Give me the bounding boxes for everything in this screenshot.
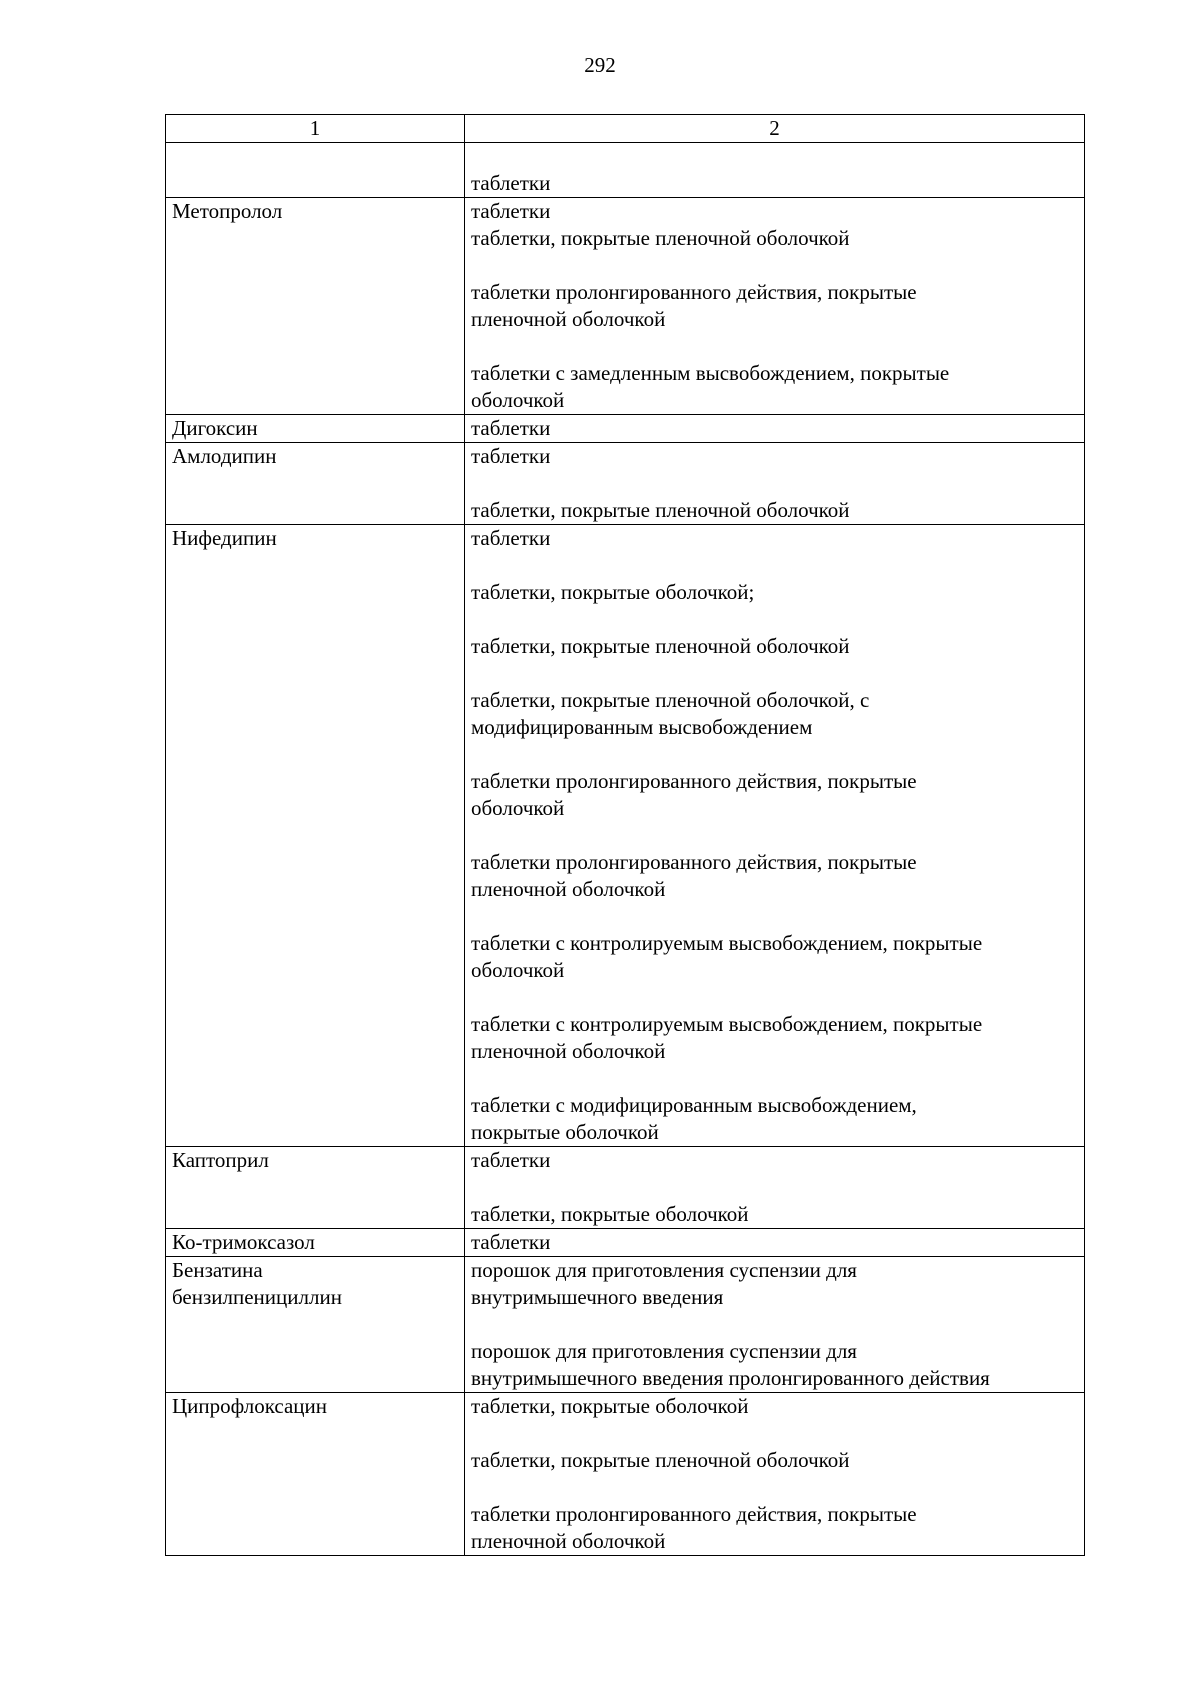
dosage-form-line: оболочкой [471, 958, 565, 982]
dosage-form-line: пленочной оболочкой [471, 1529, 666, 1553]
table-row [166, 1147, 1085, 1229]
drug-name: Ко-тримоксазол [172, 1230, 315, 1254]
line-spacer [471, 1420, 1078, 1447]
line-spacer [471, 333, 1078, 360]
dosage-form-line: пленочной оболочкой [471, 1039, 666, 1063]
table-row [166, 415, 1085, 443]
dosage-forms-cell [465, 415, 1085, 443]
table-row [166, 1229, 1085, 1257]
dosage-form-line: таблетки пролонгированного действия, покрытые [471, 769, 917, 793]
dosage-form-line: таблетки, покрытые оболочкой [471, 1394, 749, 1418]
dosage-form-line: таблетки, покрытые пленочной оболочкой [471, 634, 850, 658]
dosage-forms-cell [465, 1393, 1085, 1556]
drug-name: Метопролол [172, 199, 283, 223]
dosage-form-line: таблетки с контролируемым высвобождением, покрытые [471, 931, 983, 955]
dosage-form-line: таблетки [471, 199, 551, 223]
line-spacer [471, 822, 1078, 849]
drug-name-cell [166, 525, 465, 1147]
dosage-forms-cell [465, 1229, 1085, 1257]
dosage-form-line: модифицированным высвобождением [471, 715, 813, 739]
drug-name: Нифедипин [172, 526, 277, 550]
dosage-forms-cell [465, 1257, 1085, 1393]
table-row [166, 143, 1085, 198]
drug-name: Бензатина [172, 1258, 263, 1282]
line-spacer [471, 660, 1078, 687]
table-body [166, 115, 1085, 1556]
dosage-forms-cell [465, 1147, 1085, 1229]
column-header-1: 1 [166, 115, 465, 143]
dosage-forms-cell [465, 198, 1085, 415]
dosage-forms-cell [465, 443, 1085, 525]
dosage-form-line: пленочной оболочкой [471, 307, 666, 331]
table-row [166, 443, 1085, 525]
drug-name-cell [166, 1393, 465, 1556]
drug-name-cell [166, 443, 465, 525]
line-spacer [471, 1311, 1078, 1338]
dosage-form-line: таблетки, покрытые пленочной оболочкой [471, 1448, 850, 1472]
dosage-form-line: таблетки с контролируемым высвобождением, покрытые [471, 1012, 983, 1036]
line-spacer [471, 1474, 1078, 1501]
dosage-form-line: оболочкой [471, 796, 565, 820]
dosage-form-line: внутримышечного введения пролонгированного действия [471, 1366, 990, 1390]
drug-name-cell [166, 143, 465, 198]
dosage-form-line: таблетки, покрытые оболочкой [471, 1202, 749, 1226]
line-spacer [471, 252, 1078, 279]
drug-name-cell [166, 415, 465, 443]
line-spacer [471, 470, 1078, 497]
drug-name: Амлодипин [172, 444, 277, 468]
dosage-form-line: порошок для приготовления суспензии для [471, 1339, 857, 1363]
dosage-form-line: таблетки, покрытые оболочкой; [471, 580, 755, 604]
drug-name-cell [166, 1229, 465, 1257]
drug-name: Ципрофлоксацин [172, 1394, 327, 1418]
table-row [166, 1393, 1085, 1556]
drug-name: Дигоксин [172, 416, 258, 440]
dosage-form-line: таблетки [471, 526, 551, 550]
dosage-form-line: таблетки с замедленным высвобождением, покрытые [471, 361, 950, 385]
drug-name [172, 143, 458, 170]
dosage-form-line: порошок для приготовления суспензии для [471, 1258, 857, 1282]
drug-name-cell [166, 1147, 465, 1229]
drug-forms-table [165, 114, 1085, 1556]
dosage-form-line: покрытые оболочкой [471, 1120, 659, 1144]
drug-name: Каптоприл [172, 1148, 269, 1172]
line-spacer [471, 984, 1078, 1011]
dosage-forms-cell [465, 525, 1085, 1147]
line-spacer [471, 1174, 1078, 1201]
dosage-form-line: таблетки [471, 1148, 551, 1172]
dosage-form-line: пленочной оболочкой [471, 877, 666, 901]
dosage-form-line: таблетки пролонгированного действия, покрытые [471, 280, 917, 304]
dosage-form-line: таблетки [471, 444, 551, 468]
dosage-form-line: таблетки [471, 1230, 551, 1254]
drug-name: бензилпенициллин [172, 1285, 342, 1309]
page-number: 292 [584, 53, 616, 77]
dosage-form-line: внутримышечного введения [471, 1285, 724, 1309]
table-row [166, 1257, 1085, 1393]
drug-name-cell [166, 1257, 465, 1393]
dosage-form-line: таблетки с модифицированным высвобождением, [471, 1093, 917, 1117]
dosage-form-line: оболочкой [471, 388, 565, 412]
dosage-form-line: таблетки, покрытые пленочной оболочкой, с [471, 688, 870, 712]
dosage-form-line: таблетки пролонгированного действия, покрытые [471, 850, 917, 874]
line-spacer [471, 741, 1078, 768]
line-spacer [471, 143, 1078, 170]
dosage-form-line: таблетки пролонгированного действия, покрытые [471, 1502, 917, 1526]
dosage-forms-cell [465, 143, 1085, 198]
line-spacer [471, 903, 1078, 930]
table-header-row [166, 115, 1085, 143]
table-row [166, 198, 1085, 415]
table-row [166, 525, 1085, 1147]
dosage-form-line: таблетки [471, 416, 551, 440]
line-spacer [471, 552, 1078, 579]
dosage-form-line: таблетки, покрытые пленочной оболочкой [471, 498, 850, 522]
column-header-2: 2 [465, 115, 1085, 143]
line-spacer [471, 1065, 1078, 1092]
line-spacer [471, 606, 1078, 633]
dosage-form-line: таблетки, покрытые пленочной оболочкой [471, 226, 850, 250]
drug-name-cell [166, 198, 465, 415]
dosage-form-line: таблетки [471, 171, 551, 195]
